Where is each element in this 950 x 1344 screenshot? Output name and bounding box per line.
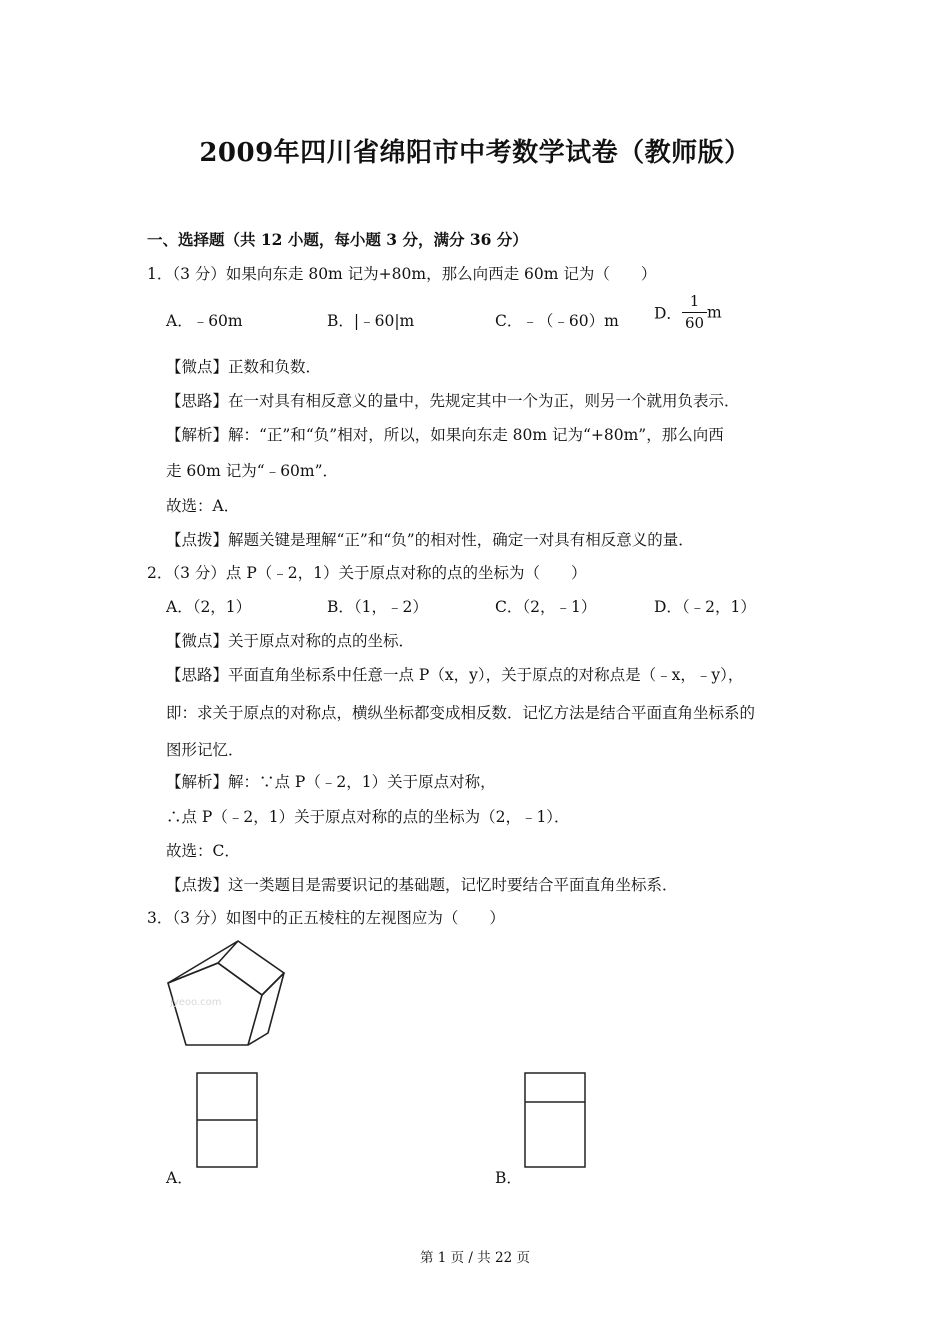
question-1-option-b: B．|﹣60|m bbox=[327, 312, 415, 330]
question-1-dianbo: 【点拨】解题关键是理解“正”和“负”的相对性，确定一对具有相反意义的量． bbox=[166, 531, 694, 549]
question-1-weidian: 【微点】正数和负数． bbox=[166, 358, 322, 376]
page-footer: 第 1 页 / 共 22 页 bbox=[419, 1250, 531, 1266]
fraction-denominator: 60 bbox=[682, 312, 707, 331]
question-3-option-a: A． bbox=[166, 1169, 193, 1187]
question-3-option-b: B． bbox=[495, 1169, 522, 1187]
question-2-option-b: B．（1，﹣2） bbox=[327, 598, 428, 616]
option-b-figure bbox=[524, 1072, 588, 1170]
question-2-stem: 2．（3 分）点 P（﹣2，1）关于原点对称的点的坐标为（ ） bbox=[147, 564, 587, 582]
question-2-answer: 故选：C． bbox=[166, 842, 240, 860]
question-1-stem: 1．（3 分）如果向东走 80m 记为+80m，那么向西走 60m 记为（ ） bbox=[147, 265, 657, 283]
question-1-option-a: A．﹣60m bbox=[166, 312, 243, 330]
fraction bbox=[682, 294, 707, 331]
option-d-unit: m bbox=[707, 303, 722, 322]
question-1-jiexi-line-2: 走 60m 记为“﹣60m”． bbox=[166, 462, 339, 480]
section-header: 一、选择题（共 12 小题，每小题 3 分，满分 36 分） bbox=[147, 230, 528, 249]
question-2-dianbo: 【点拨】这一类题目是需要识记的基础题，记忆时要结合平面直角坐标系． bbox=[166, 876, 678, 894]
page-title: 2009年四川省绵阳市中考数学试卷（教师版） bbox=[199, 138, 751, 168]
question-1-silu: 【思路】在一对具有相反意义的量中，先规定其中一个为正，则另一个就用负表示． bbox=[166, 392, 740, 410]
question-2-silu-line-2: 即：求关于原点的对称点，横纵坐标都变成相反数．记忆方法是结合平面直角坐标系的 bbox=[166, 704, 756, 722]
question-2-option-c: C．（2，﹣1） bbox=[495, 598, 597, 616]
fraction-numerator: 1 bbox=[689, 292, 700, 310]
question-3-stem: 3．（3 分）如图中的正五棱柱的左视图应为（ ） bbox=[147, 909, 505, 927]
question-2-jiexi-line-2: ∴点 P（﹣2，1）关于原点对称的点的坐标为（2，﹣1）． bbox=[166, 808, 570, 826]
question-1-answer: 故选：A． bbox=[166, 497, 240, 515]
question-1-jiexi-line-1: 【解析】解：“正”和“负”相对，所以，如果向东走 80m 记为“+80m”，那么向西 bbox=[166, 426, 724, 444]
question-2-option-a: A．（2，1） bbox=[166, 598, 252, 616]
question-2-jiexi-line-1: 【解析】解：∵点 P（﹣2，1）关于原点对称， bbox=[166, 773, 496, 791]
figure-watermark: jyeoo.com bbox=[170, 997, 222, 1008]
question-2-silu-line-3: 图形记忆． bbox=[166, 741, 244, 759]
question-2-weidian: 【微点】关于原点对称的点的坐标． bbox=[166, 632, 415, 650]
question-2-silu-line-1: 【思路】平面直角坐标系中任意一点 P（x，y），关于原点的对称点是（﹣x，﹣y）， bbox=[166, 666, 744, 684]
question-1-option-c: C．﹣（﹣60）m bbox=[495, 312, 619, 330]
question-1-option-d bbox=[654, 294, 722, 331]
question-2-option-d: D．（﹣2，1） bbox=[654, 598, 756, 616]
option-d-label: D． bbox=[654, 304, 682, 323]
option-a-figure bbox=[196, 1072, 260, 1170]
pentagonal-prism-figure bbox=[160, 935, 290, 1050]
